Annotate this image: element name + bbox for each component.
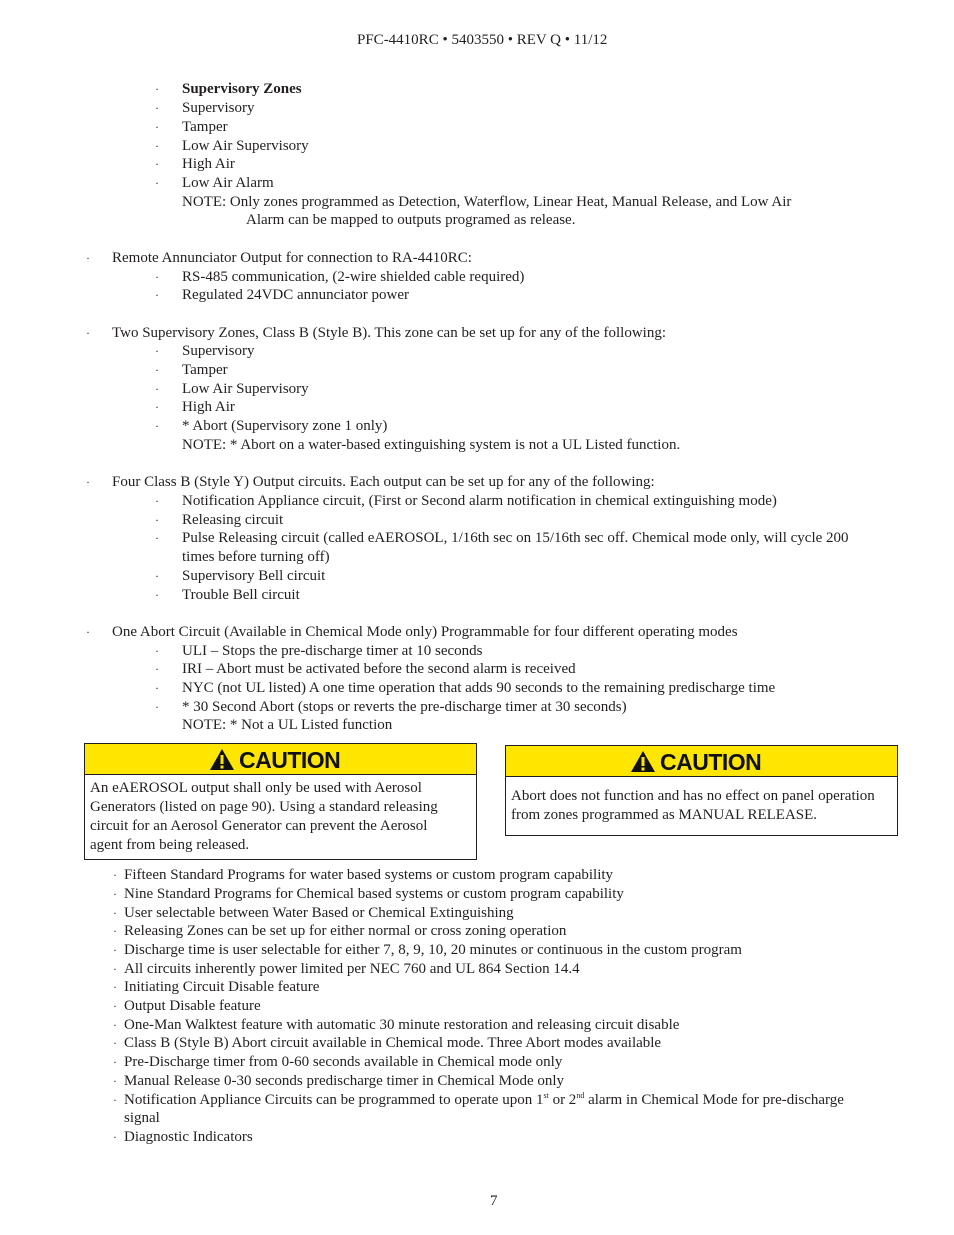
section-title: Four Class B (Style Y) Output circuits. Each output can be set up for any of the following:: [112, 474, 655, 490]
bullet: ·: [113, 999, 117, 1013]
caution-box-eaerosol: [84, 743, 477, 860]
bullet: ·: [155, 644, 159, 658]
list-item: Tamper: [182, 362, 228, 378]
bullet: ·: [155, 288, 159, 302]
feature-item-nac-continued: signal: [124, 1110, 160, 1126]
list-item: Notification Appliance circuit, (First or Second alarm notification in chemical extinguishing mode): [182, 493, 777, 509]
bullet: ·: [155, 382, 159, 396]
note-text: NOTE: * Abort on a water-based extinguishing system is not a UL Listed function.: [182, 437, 681, 453]
bullet: ·: [113, 887, 117, 901]
list-item: Pulse Releasing circuit (called eAEROSOL, 1/16th sec on 15/16th sec off. Chemical mode only, will cycle 200: [182, 530, 849, 546]
bullet: ·: [113, 868, 117, 882]
bullet: ·: [113, 1130, 117, 1144]
bullet: ·: [113, 906, 117, 920]
bullet: ·: [155, 120, 159, 134]
list-item: * Abort (Supervisory zone 1 only): [182, 418, 388, 434]
list-item: Low Air Supervisory: [182, 381, 309, 397]
feature-item: Output Disable feature: [124, 998, 261, 1014]
bullet: ·: [155, 569, 159, 583]
feature-item: Fifteen Standard Programs for water based systems or custom program capability: [124, 867, 614, 883]
feature-item-nac: Notification Appliance Circuits can be programmed to operate upon 1st or 2nd alarm in Chemical Mode for pre-discharge: [124, 1091, 844, 1108]
caution-text: An eAEROSOL output shall only be used with Aerosol Generators (listed on page 90). Using a standard releasing circuit for an Aerosol Generator can prevent the Aerosol agent from being released.: [90, 780, 438, 853]
warning-icon: [630, 750, 656, 773]
list-item: times before turning off): [182, 549, 330, 565]
list-item: Tamper: [182, 119, 228, 135]
bullet: ·: [113, 1093, 117, 1107]
list-item: Supervisory: [182, 100, 255, 116]
bullet: ·: [155, 513, 159, 527]
feature-item: Class B (Style B) Abort circuit available in Chemical mode. Three Abort modes available: [124, 1035, 662, 1051]
feature-item: Releasing Zones can be set up for either normal or cross zoning operation: [124, 923, 567, 939]
list-item: High Air: [182, 399, 235, 415]
note-text: NOTE: * Not a UL Listed function: [182, 717, 393, 733]
bullet: ·: [113, 980, 117, 994]
bullet: ·: [113, 1018, 117, 1032]
feature-item: User selectable between Water Based or Chemical Extinguishing: [124, 905, 514, 921]
bullet: ·: [155, 82, 159, 96]
bullet: ·: [86, 625, 90, 639]
section-title: Two Supervisory Zones, Class B (Style B). This zone can be set up for any of the following:: [112, 325, 667, 341]
bullet: ·: [155, 270, 159, 284]
list-item: Releasing circuit: [182, 512, 284, 528]
list-item: ULI – Stops the pre-discharge timer at 10 seconds: [182, 643, 483, 659]
bullet: ·: [155, 681, 159, 695]
bullet: ·: [155, 662, 159, 676]
list-item: High Air: [182, 156, 235, 172]
feature-item: Manual Release 0-30 seconds predischarge timer in Chemical Mode only: [124, 1073, 565, 1089]
caution-title: CAUTION: [209, 746, 340, 774]
section-title: One Abort Circuit (Available in Chemical Mode only) Programmable for four different operating modes: [112, 624, 738, 640]
bullet: ·: [155, 588, 159, 602]
list-item: * 30 Second Abort (stops or reverts the pre-discharge timer at 30 seconds): [182, 699, 627, 715]
page-header: PFC-4410RC • 5403550 • REV Q • 11/12: [357, 32, 608, 48]
bullet: ·: [86, 251, 90, 265]
supervisory-zones-heading: Supervisory Zones: [182, 81, 302, 97]
list-item: Trouble Bell circuit: [182, 587, 300, 603]
bullet: ·: [155, 344, 159, 358]
caution-title: CAUTION: [630, 748, 761, 776]
page-number: 7: [490, 1193, 498, 1209]
feature-item: Initiating Circuit Disable feature: [124, 979, 320, 995]
caution-text: Abort does not function and has no effect on panel operation from zones programmed as MANUAL RELEASE.: [511, 788, 875, 823]
bullet: ·: [113, 1036, 117, 1050]
list-item: Supervisory Bell circuit: [182, 568, 326, 584]
bullet: ·: [155, 419, 159, 433]
bullet: ·: [113, 962, 117, 976]
bullet: ·: [113, 924, 117, 938]
bullet: ·: [155, 531, 159, 545]
caution-box-abort: [505, 745, 898, 836]
bullet: ·: [86, 326, 90, 340]
warning-icon: [209, 748, 235, 771]
list-item: Regulated 24VDC annunciator power: [182, 287, 410, 303]
bullet: ·: [113, 943, 117, 957]
feature-item: All circuits inherently power limited per NEC 760 and UL 864 Section 14.4: [124, 961, 580, 977]
list-item: RS-485 communication, (2-wire shielded cable required): [182, 269, 525, 285]
bullet: ·: [155, 101, 159, 115]
feature-item: Discharge time is user selectable for either 7, 8, 9, 10, 20 minutes or continuous in the custom program: [124, 942, 742, 958]
bullet: ·: [155, 157, 159, 171]
feature-item: Nine Standard Programs for Chemical based systems or custom program capability: [124, 886, 624, 902]
note-text: Alarm can be mapped to outputs programed as release.: [246, 212, 576, 228]
bullet: ·: [155, 494, 159, 508]
bullet: ·: [86, 475, 90, 489]
section-title: Remote Annunciator Output for connection to RA-4410RC:: [112, 250, 472, 266]
caution-header: [85, 744, 476, 775]
list-item: NYC (not UL listed) A one time operation that adds 90 seconds to the remaining predischarge time: [182, 680, 776, 696]
caution-header: [506, 746, 897, 777]
note-text: NOTE: Only zones programmed as Detection, Waterflow, Linear Heat, Manual Release, and Low Air: [182, 194, 792, 210]
list-item: Low Air Alarm: [182, 175, 274, 191]
bullet: ·: [113, 1055, 117, 1069]
bullet: ·: [155, 139, 159, 153]
bullet: ·: [155, 400, 159, 414]
bullet: ·: [155, 363, 159, 377]
feature-item: One-Man Walktest feature with automatic 30 minute restoration and releasing circuit disable: [124, 1017, 680, 1033]
bullet: ·: [155, 176, 159, 190]
list-item: IRI – Abort must be activated before the second alarm is received: [182, 661, 576, 677]
feature-item: Pre-Discharge timer from 0-60 seconds available in Chemical mode only: [124, 1054, 563, 1070]
list-item: Low Air Supervisory: [182, 138, 309, 154]
feature-item: Diagnostic Indicators: [124, 1129, 253, 1145]
bullet: ·: [113, 1074, 117, 1088]
bullet: ·: [155, 700, 159, 714]
list-item: Supervisory: [182, 343, 255, 359]
